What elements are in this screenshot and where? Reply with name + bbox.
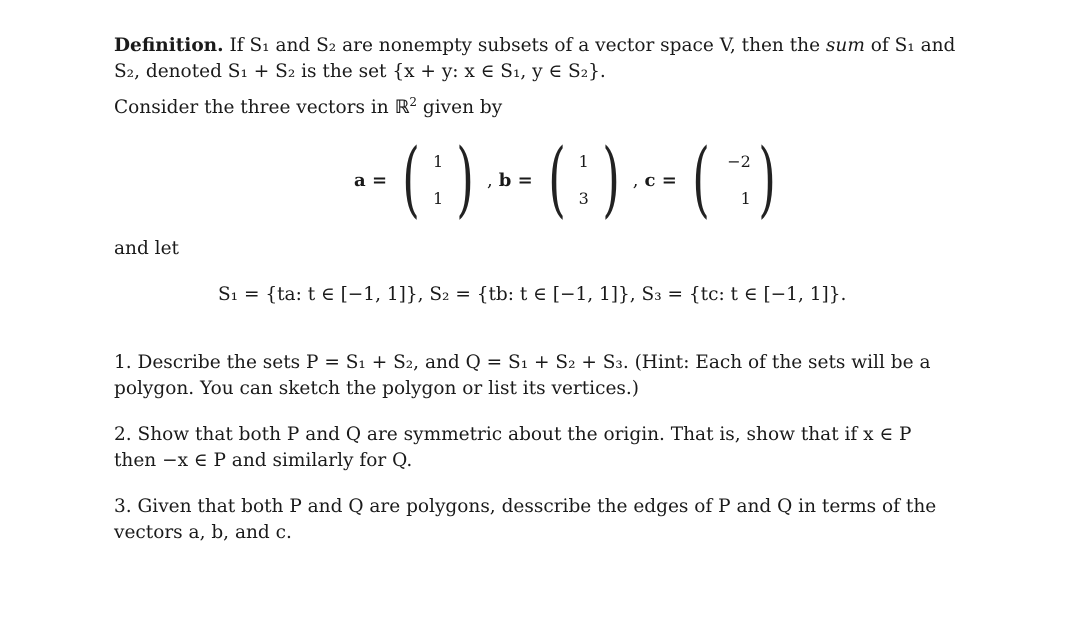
definition-line-2: S₂, denoted S₁ + S₂ is the set {x + y: x ∈ S₁, y ∈ S₂}. <box>114 61 606 82</box>
question-3-line-1: 3. Given that both P and Q are polygons, desscribe the edges of P and Q in terms of the <box>114 496 937 517</box>
consider-text: Consider the three vectors in <box>114 97 389 118</box>
left-paren: ( <box>547 132 566 227</box>
question-3-line-2: vectors a, b, and c. <box>114 522 292 543</box>
definition-text-1: If S₁ and S₂ are nonempty subsets of a vector space V, then the <box>229 35 821 56</box>
sets-definition: S₁ = {ta: t ∈ [−1, 1]}, S₂ = {tb: t ∈ [−1, 1]}, S₃ = {tc: t ∈ [−1, 1]}. <box>218 284 847 305</box>
vector-c-bottom: 1 <box>740 189 751 208</box>
vector-b-label: b = <box>498 169 533 191</box>
vector-a-label: a = <box>354 169 388 191</box>
and-let-text: and let <box>114 238 179 259</box>
question-1-line-2: polygon. You can sketch the polygon or list its vertices.) <box>114 378 640 399</box>
vector-c-column <box>717 152 751 208</box>
left-paren: ( <box>691 132 710 227</box>
consider-line <box>114 96 502 120</box>
vector-a-top: 1 <box>432 152 444 171</box>
vector-c-label: c = <box>644 169 677 191</box>
vector-separator: , <box>632 169 639 191</box>
consider-end: given by <box>422 97 503 118</box>
question-2-line-2: then −x ∈ P and similarly for Q. <box>114 450 413 471</box>
vector-c-top: −2 <box>727 152 751 171</box>
vector-b-column <box>573 152 595 208</box>
definition-line-1 <box>114 34 955 58</box>
vector-b-top: 1 <box>578 152 589 171</box>
left-paren: ( <box>402 132 420 227</box>
vector-separator: , <box>487 169 493 191</box>
real-space-symbol: ℝ <box>394 97 410 118</box>
right-paren: ) <box>601 132 620 227</box>
question-2-line-1: 2. Show that both P and Q are symmetric about the origin. That is, show that if x ∈ P <box>114 424 912 445</box>
vector-definitions <box>354 132 783 227</box>
real-space-exponent: 2 <box>409 95 418 109</box>
vector-a-bottom: 1 <box>432 189 444 208</box>
right-paren: ) <box>456 132 474 227</box>
question-1-line-1: 1. Describe the sets P = S₁ + S₂, and Q = S₁ + S₂ + S₃. (Hint: Each of the sets will be a <box>114 352 931 373</box>
right-paren: ) <box>757 132 776 227</box>
vector-b-bottom: 3 <box>578 189 589 208</box>
definition-sum-word: sum <box>825 35 865 56</box>
definition-text-1-end: of S₁ and <box>870 35 956 56</box>
vector-a-column <box>427 152 449 208</box>
definition-heading: Definition. <box>114 35 224 56</box>
